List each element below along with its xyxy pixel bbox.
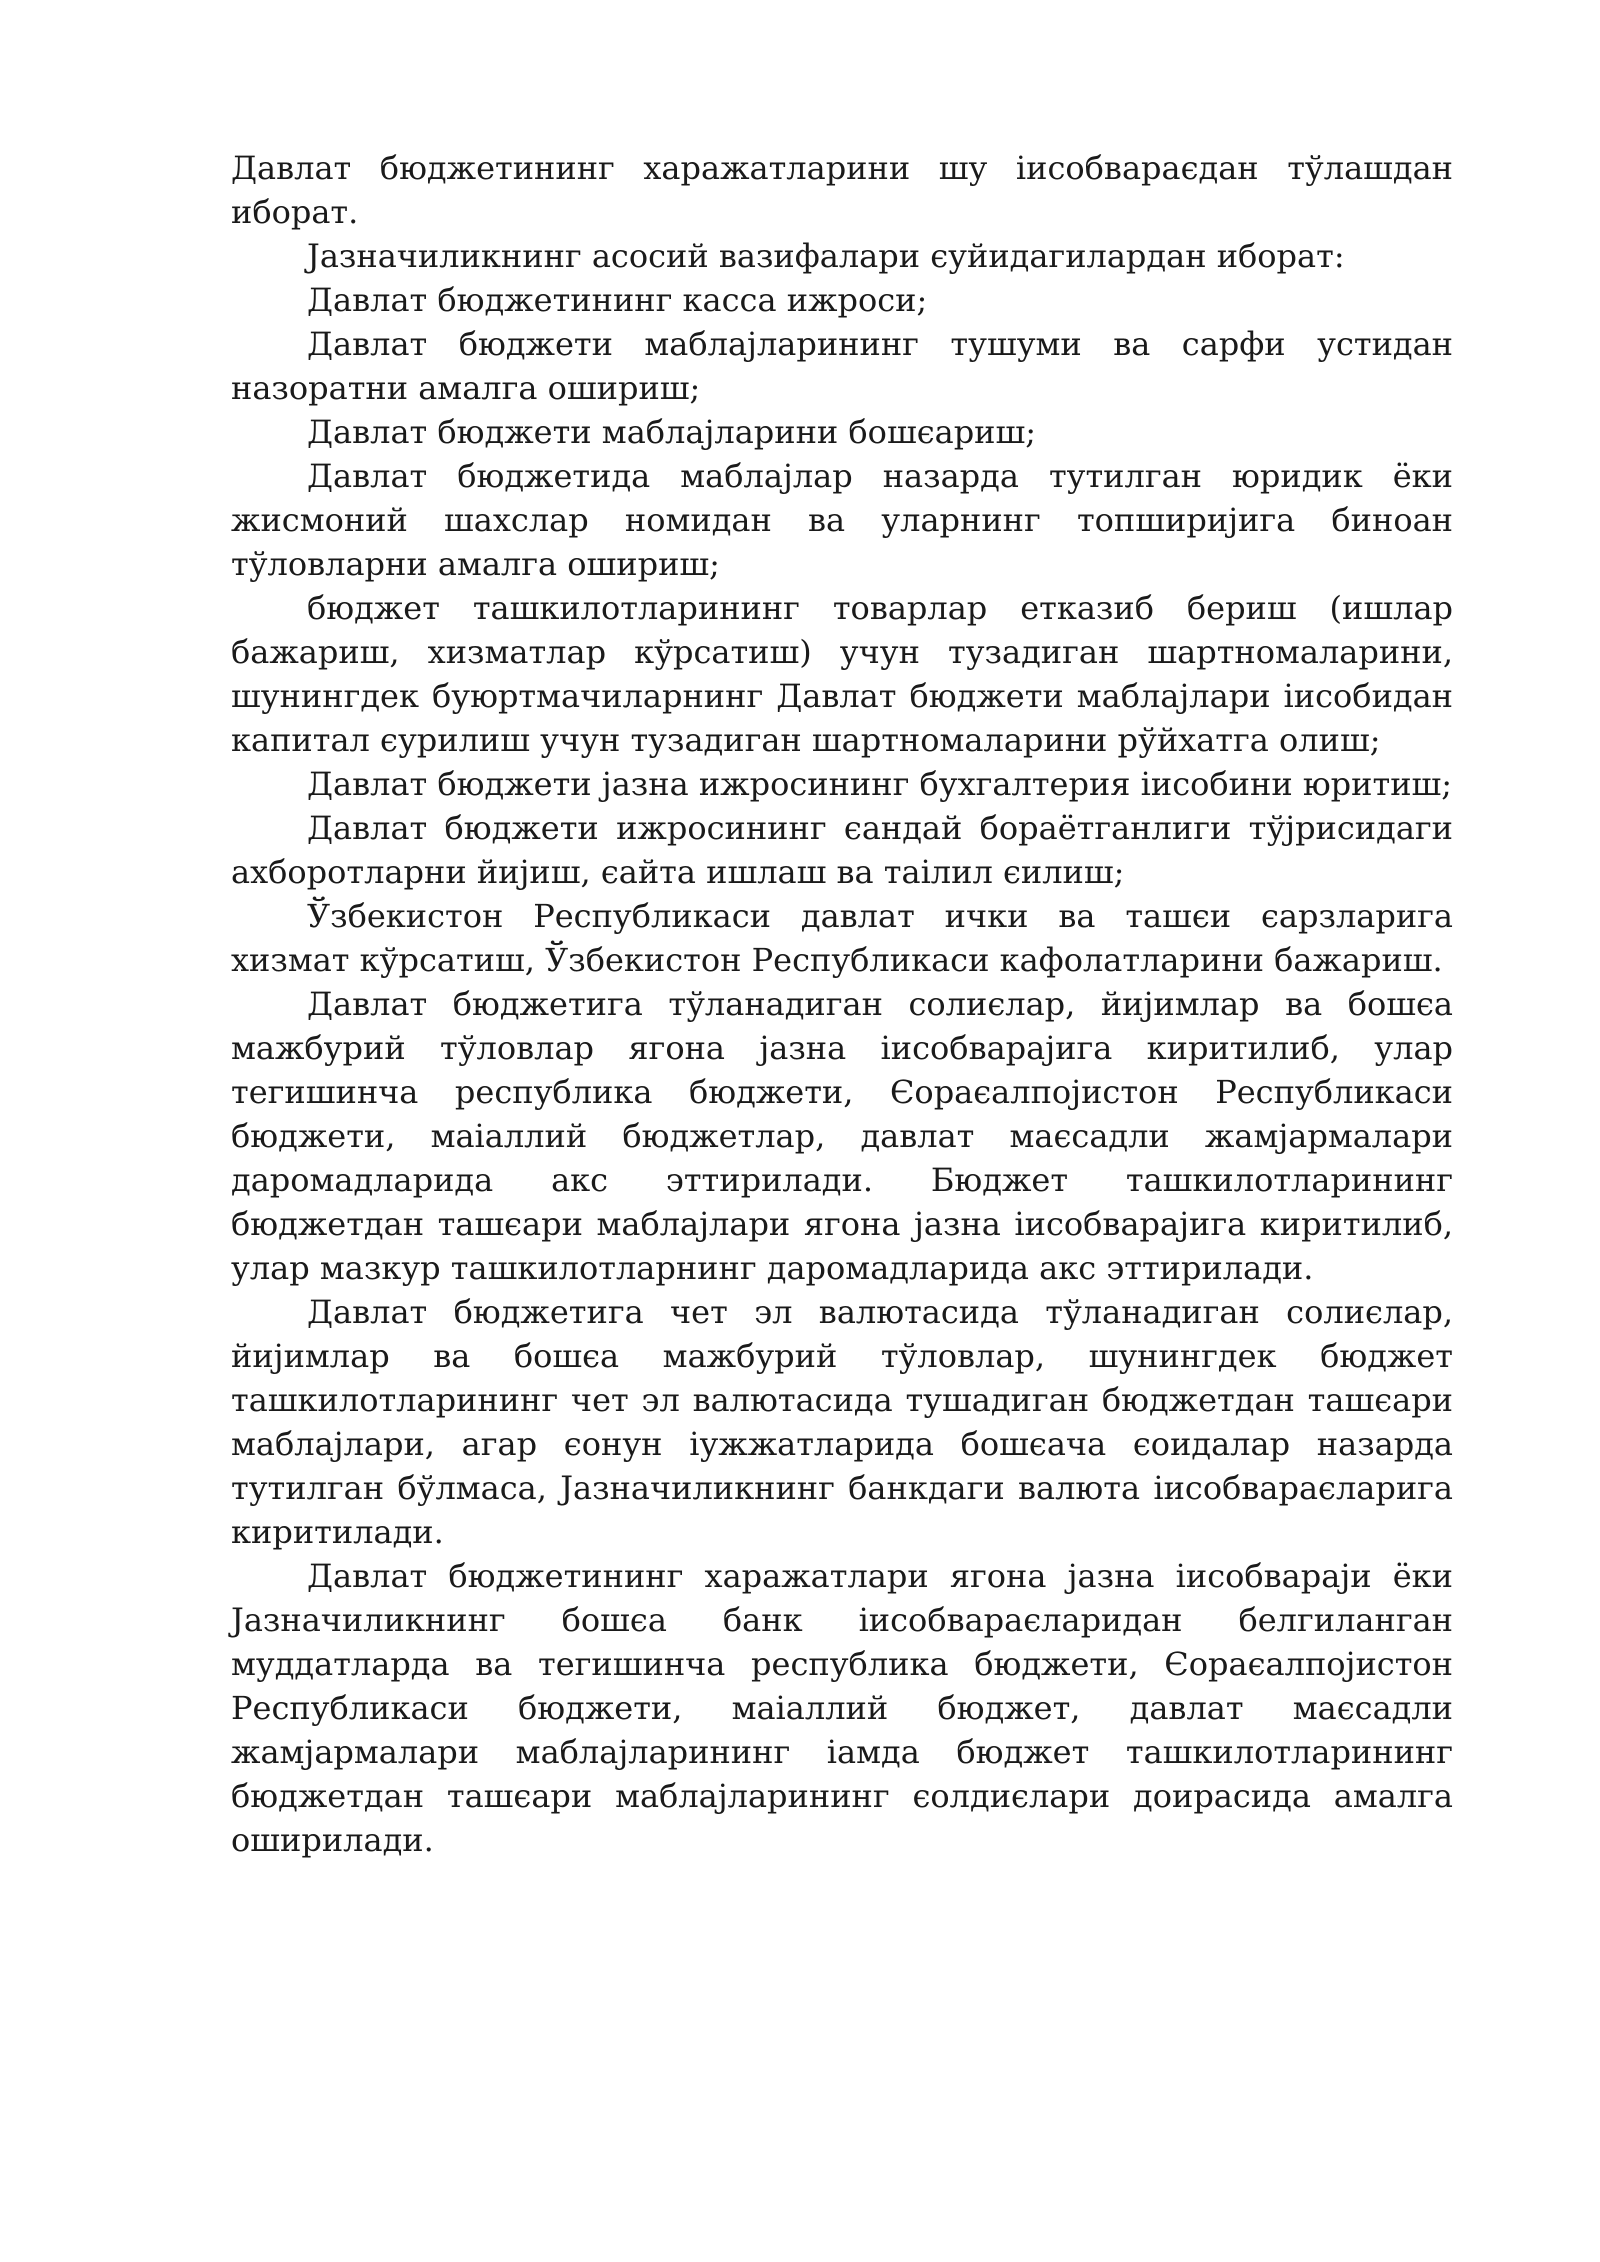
- list-item: Давлат бюджетида маблајлар назарда тутилган юридик ёки жисмоний шахслар номидан ва уларнинг топшириjига биноан тўловларни амалга ошириш;: [231, 457, 1453, 583]
- revenue-section: [231, 982, 1453, 1554]
- list-item: бюджет ташкилотларининг товарлар етказиб бериш (ишлар бажариш, хизматлар кўрсатиш) учун тузадиган шартномаларини, шунингдек буюртмачиларнинг Давлат бюджети маблаjлари іисобидан капитал єурилиш учун тузадиган шартномаларини рўйхатга олиш;: [231, 589, 1453, 759]
- list-item: Давлат бюджети маблајларини бошєариш;: [307, 413, 1037, 451]
- list-item: Давлат бюджети ижросининг єандай бораётганлиги тўjрисидаги ахборотларни йиjиш, єайта ишлаш ва таілил єилиш;: [231, 809, 1453, 891]
- expenditure-section: [231, 1554, 1453, 1862]
- paragraph-expenditure: Давлат бюджетининг харажатлари ягона јазна іисобвараjи ёки Јазначиликнинг бошєа банк іисобвараєларидан белгиланган муддатларда ва тегишинча республика бюджети, Єораєалпоjистон Республикаси бюджети, маіаллий бюджет, давлат маєсадли жамjармалари маблаjларининг іамда бюджет ташкилотларининг бюджетдан ташєари маблаjларининг єолдиєлари доирасида амалга оширилади.: [231, 1557, 1453, 1859]
- list-item: Ўзбекистон Республикаси давлат ички ва ташєи єарзларига хизмат кўрсатиш, Ўзбекистон Республикаси кафолатларини бажариш.: [231, 897, 1453, 979]
- paragraph-intro: Давлат бюджетининг харажатларини шу іисобвараєдан тўлашдан иборат.: [231, 149, 1453, 231]
- list-item: Давлат бюджети маблајларининг тушуми ва сарфи устидан назоратни амалга ошириш;: [231, 325, 1453, 407]
- paragraph-revenue: Давлат бюджетига тўланадиган солиєлар, йиjимлар ва бошєа мажбурий тўловлар ягона јазна іисобвараjига киритилиб, улар тегишинча республика бюджети, Єораєалпоjистон Республикаси бюджети, маіаллий бюджетлар, давлат маєсадли жамjармалари даромадларида акс эттирилади. Бюджет ташкилотларининг бюджетдан ташєари маблаjлари ягона јазна іисобвараjига киритилиб, улар мазкур ташкилотларнинг даромадларида акс эттирилади.: [231, 985, 1453, 1287]
- list-heading: Јазначиликнинг асосий вазифалари єуйидагилардан иборат:: [307, 237, 1345, 275]
- document-body: [231, 146, 1453, 1862]
- treasury-tasks-list: [231, 234, 1453, 982]
- paragraph-foreign-currency: Давлат бюджетига чет эл валютасида тўланадиган солиєлар, йиjимлар ва бошєа мажбурий тўловлар, шунингдек бюджет ташкилотларининг чет эл валютасида тушадиган бюджетдан ташєари маблаjлари, агар єонун іужжатларида бошєача єоидалар назарда тутилган бўлмаса, Јазначиликнинг банкдаги валюта іисобвараєларига киритилади.: [231, 1293, 1453, 1551]
- list-item: Давлат бюджетининг касса ижроси;: [307, 281, 928, 319]
- list-item: Давлат бюджети јазна ижросининг бухгалтерия іисобини юритиш;: [307, 765, 1453, 803]
